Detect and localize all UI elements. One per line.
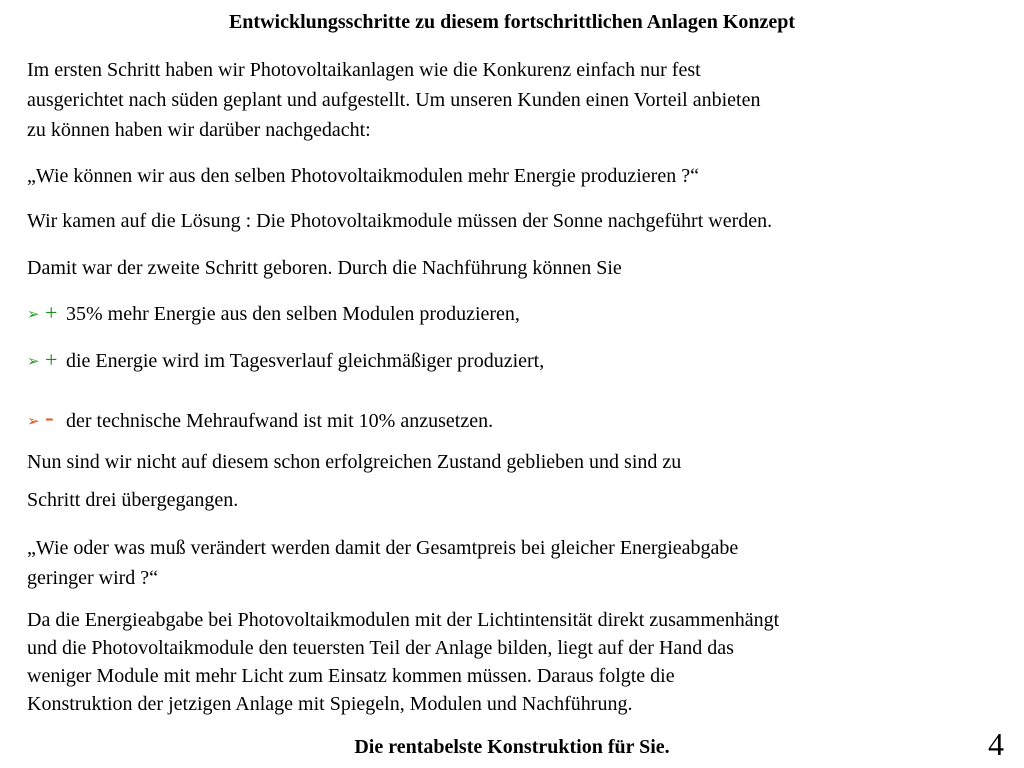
footer-tagline: Die rentabelste Konstruktion für Sie.: [354, 736, 670, 758]
intro-line-1: Im ersten Schritt haben wir Photovoltaikanlagen wie die Konkurenz einfach nur fest: [27, 59, 701, 81]
conclusion-line-2: und die Photovoltaikmodule den teuersten Teil der Anlage bilden, liegt auf der Hand das: [27, 637, 734, 659]
bullet-item-3: [27, 403, 493, 437]
second-step-paragraph: Damit war der zweite Schritt geboren. Durch die Nachführung können Sie: [27, 257, 622, 279]
slide-title: Entwicklungsschritte zu diesem fortschrittlichen Anlagen Konzept: [228, 11, 796, 33]
plus-sign-icon: +: [45, 347, 58, 372]
conclusion-line-3: weniger Module mit mehr Licht zum Einsatz kommen müssen. Daraus folgte die: [27, 665, 675, 687]
third-step-paragraph: [27, 447, 681, 515]
bullet-text: die Energie wird im Tagesverlauf gleichmäßiger produziert,: [66, 350, 545, 372]
intro-line-2: ausgerichtet nach süden geplant und aufgestellt. Um unseren Kunden einen Vorteil anbieten: [27, 89, 761, 111]
bullet-item-2: [27, 345, 544, 377]
plus-sign-icon: +: [45, 300, 58, 325]
third-step-line-1: Nun sind wir nicht auf diesem schon erfolgreichen Zustand geblieben und sind zu: [27, 451, 682, 473]
arrow-bullet-icon: ➢: [27, 414, 40, 430]
conclusion-line-1: Da die Energieabgabe bei Photovoltaikmodulen mit der Lichtintensität direkt zusammenhängt: [27, 609, 780, 631]
arrow-bullet-icon: ➢: [27, 307, 40, 323]
question-two: [27, 533, 738, 593]
arrow-bullet-icon: ➢: [27, 354, 40, 370]
question-two-line-2: geringer wird ?“: [27, 567, 159, 589]
bullet-text: der technische Mehraufwand ist mit 10% anzusetzen.: [66, 410, 494, 432]
bullet-text: 35% mehr Energie aus den selben Modulen produzieren,: [66, 303, 520, 325]
solution-paragraph: Wir kamen auf die Lösung : Die Photovoltaikmodule müssen der Sonne nachgeführt werden.: [27, 210, 773, 232]
conclusion-paragraph: [27, 606, 779, 718]
bullet-item-1: [27, 298, 520, 330]
intro-line-3: zu können haben wir darüber nachgedacht:: [27, 119, 371, 141]
minus-sign-icon: -: [45, 403, 54, 432]
third-step-line-2: Schritt drei übergegangen.: [27, 489, 239, 511]
intro-paragraph: [27, 55, 761, 145]
question-two-line-1: „Wie oder was muß verändert werden damit der Gesamtpreis bei gleicher Energieabgabe: [27, 537, 739, 559]
page-number: 4: [988, 726, 1004, 762]
question-one: „Wie können wir aus den selben Photovoltaikmodulen mehr Energie produzieren ?“: [27, 165, 699, 187]
conclusion-line-4: Konstruktion der jetzigen Anlage mit Spiegeln, Modulen und Nachführung.: [27, 693, 633, 715]
